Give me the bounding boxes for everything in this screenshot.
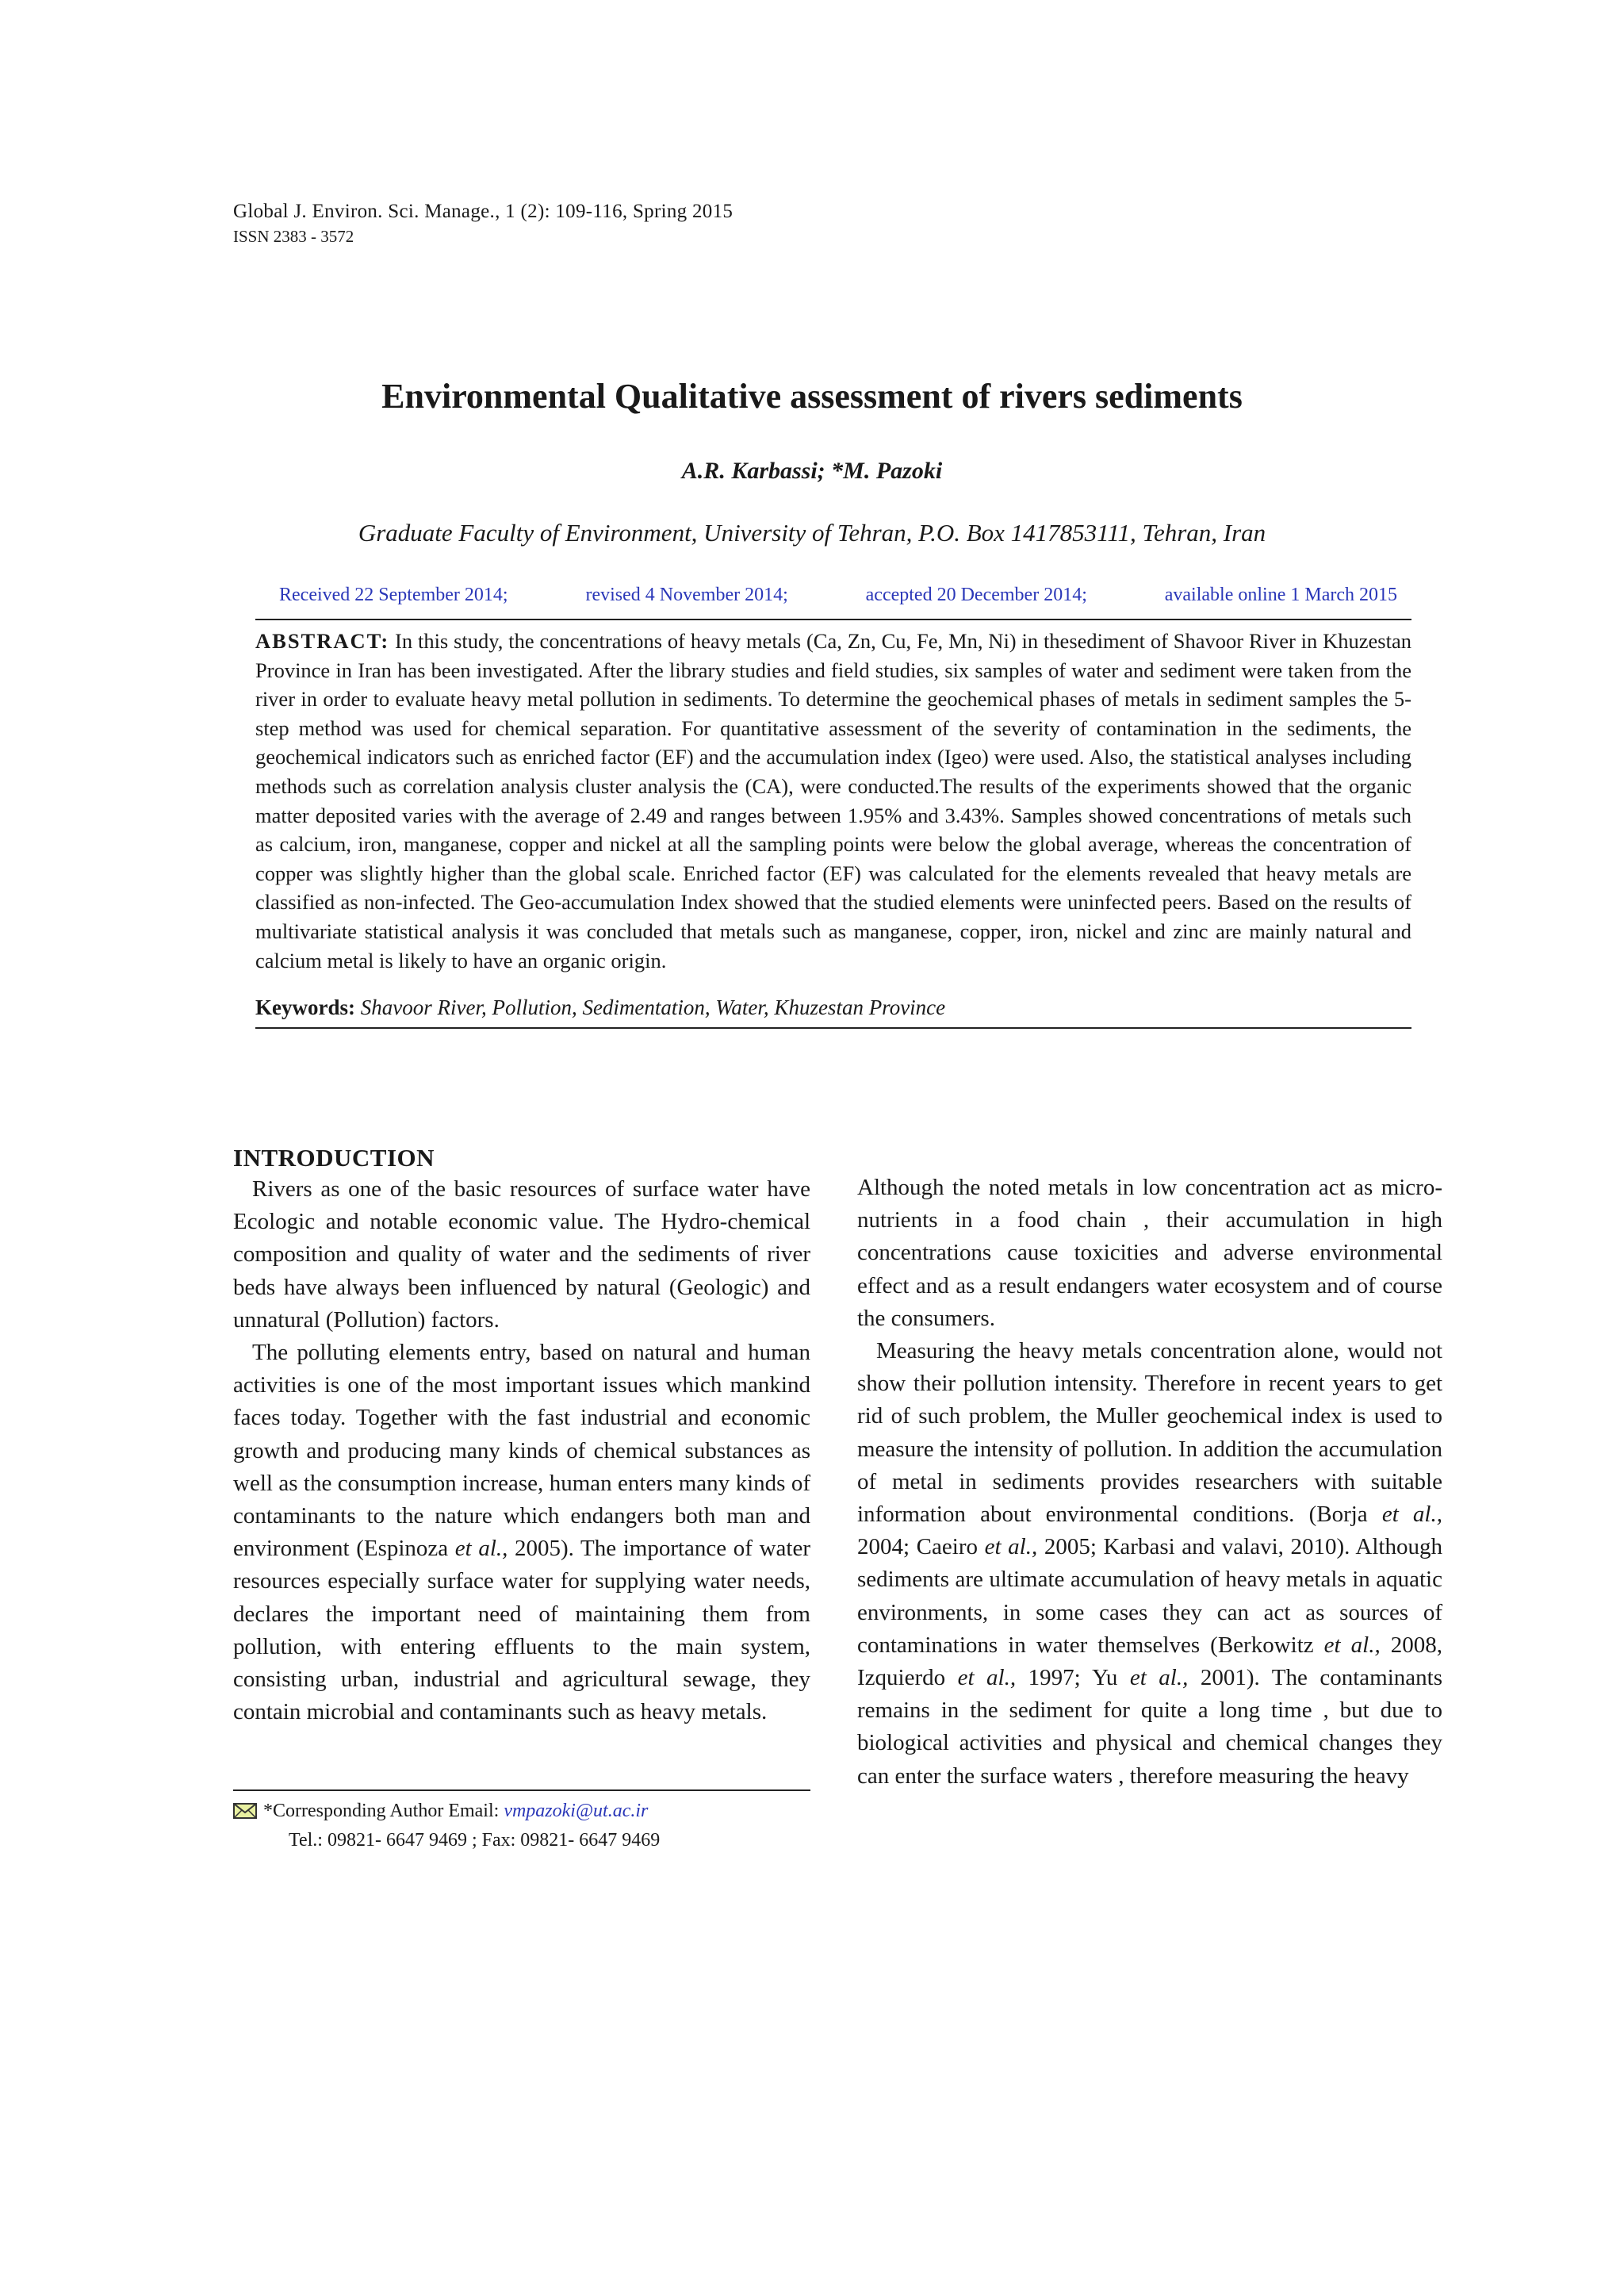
intro-p4-part-b: 2004; Caeiro: [857, 1534, 985, 1560]
intro-p4-part-e: 1997; Yu: [1016, 1665, 1130, 1691]
intro-paragraph-2: [233, 1337, 810, 1728]
envelope-icon: [233, 1800, 257, 1827]
abstract-bottom-rule: [255, 1027, 1411, 1029]
online-date: available online 1 March 2015: [1164, 585, 1397, 605]
intro-p4-part-c: 2005; Karbasi and valavi, 2010). Although sediments are ultimate accumulation of heavy metals in aquatic environments, in some cases they can act as sources of contaminations in water themselves (Berkowitz: [857, 1534, 1442, 1658]
etal-citation: et al.,: [1129, 1665, 1189, 1691]
intro-paragraph-1: Rivers as one of the basic resources of surface water have Ecologic and notable economic value. The Hydro-chemical composition and quality of water and the sediments of river beds have always been influenced by natural (Geologic) and unnatural (Pollution) factors.: [233, 1176, 810, 1333]
paper-title: Environmental Qualitative assessment of rivers sediments: [381, 377, 1243, 416]
abstract-section: [255, 619, 1411, 1029]
etal-citation: et al.,: [957, 1665, 1017, 1691]
abstract-body: In this study, the concentrations of heavy metals (Ca, Zn, Cu, Fe, Mn, Ni) in thesediment of Shavoor River in Khuzestan Province in Iran has been investigated. After the library studies and field studies, six samples of water and sediment were taken from the river in order to evaluate heavy metal pollution in sediments. To determine the geochemical phases of metals in sediment samples the 5-step method was used for chemical separation. For quantitative assessment of the severity of contamination in the sediments, the geochemical indicators such as enriched factor (EF) and the accumulation index (Igeo) were used. Also, the statistical analyses including methods such as correlation analysis cluster analysis the (CA), were conducted.The results of the experiments showed that the organic matter deposited varies with the average of 2.49 and ranges between 1.95% and 3.43%. Samples showed concentrations of metals such as calcium, iron, manganese, copper and nickel at all the sampling points were below the global average, whereas the concentration of copper was slightly higher than the global scale. Enriched factor (EF) was calculated for the elements revealed that heavy metals are classified as non-infected. The Geo-accumulation Index showed that the studied elements were uninfected peers. Based on the results of multivariate statistical analysis it was concluded that metals such as manganese, copper, iron, nickel and zinc are mainly natural and calcium metal is likely to have an organic origin.: [255, 629, 1411, 972]
phone-fax: Tel.: 09821- 6647 9469 ; Fax: 09821- 6647 9469: [289, 1830, 661, 1851]
left-column: [233, 1145, 810, 1728]
accepted-date: accepted 20 December 2014;: [865, 585, 1087, 605]
publication-dates: [279, 583, 1397, 607]
intro-p4-part-f: 2001). The contaminants remains in the sediment for quite a long time , but due to biological activities and physical and chemical changes they can enter the surface waters , therefore measuring the heavy: [857, 1665, 1442, 1789]
intro-p4-part-d: 2008, Izquierdo: [857, 1632, 1442, 1691]
journal-citation: Global J. Environ. Sci. Manage., 1 (2): 109-116, Spring 2015: [233, 201, 733, 222]
introduction-heading: INTRODUCTION: [233, 1144, 435, 1172]
intro-paragraph-3: Although the noted metals in low concentration act as micro-nutrients in a food chain , their accumulation in high concentrations cause toxicities and adverse environmental effect and as a result endangers water ecosystem and of course the consumers.: [857, 1175, 1442, 1331]
keywords-list: Shavoor River, Pollution, Sedimentation, Water, Khuzestan Province: [360, 995, 946, 1020]
intro-p4-part-a: Measuring the heavy metals concentration alone, would not show their pollution intensity. Therefore in recent years to get rid of such problem, the Muller geochemical index is used to measure the intensity of pollution. In addition the accumulation of metal in sediments provides researchers with suitable information about environmental conditions. (Borja: [857, 1338, 1442, 1528]
authors: A.R. Karbassi; *M. Pazoki: [681, 458, 943, 484]
keywords: [255, 992, 1411, 1022]
right-column: [857, 1172, 1442, 1793]
abstract-top-rule: [255, 619, 1411, 620]
intro-paragraph-4: [857, 1335, 1442, 1793]
email-label: *Corresponding Author Email:: [263, 1801, 504, 1821]
etal-citation: et al.,: [1381, 1502, 1442, 1528]
author-email-link[interactable]: vmpazoki@ut.ac.ir: [504, 1801, 649, 1821]
intro-paragraph-2-part-a: The polluting elements entry, based on natural and human activities is one of the most important issues which mankind faces today. Together with the fast industrial and economic growth and producing many kinds of chemical substances as well as the consumption increase, human enters many kinds of contaminants to the nature which endangers both man and environment (Espinoza: [233, 1340, 810, 1562]
abstract: [255, 627, 1411, 975]
issn: ISSN 2383 - 3572: [233, 227, 354, 246]
abstract-heading: ABSTRACT:: [255, 629, 390, 653]
corresponding-author-footnote: [233, 1789, 810, 1854]
revised-date: revised 4 November 2014;: [585, 585, 788, 605]
etal-citation: et al.,: [1323, 1632, 1381, 1658]
keywords-label: Keywords:: [255, 995, 355, 1020]
corresponding-email-line: [233, 1797, 810, 1827]
affiliation: Graduate Faculty of Environment, University of Tehran, P.O. Box 1417853111, Tehran, Iran: [358, 519, 1266, 547]
intro-paragraph-2-part-b: 2005). The importance of water resources especially surface water for supplying water needs, declares the important need of maintaining them from pollution, with entering effluents to the main system, consisting urban, industrial and agricultural sewage, they contain microbial and contaminants such as heavy metals.: [233, 1536, 810, 1725]
etal-citation: et al.,: [984, 1534, 1038, 1560]
received-date: Received 22 September 2014;: [279, 585, 508, 605]
etal-citation: et al.,: [454, 1536, 508, 1562]
